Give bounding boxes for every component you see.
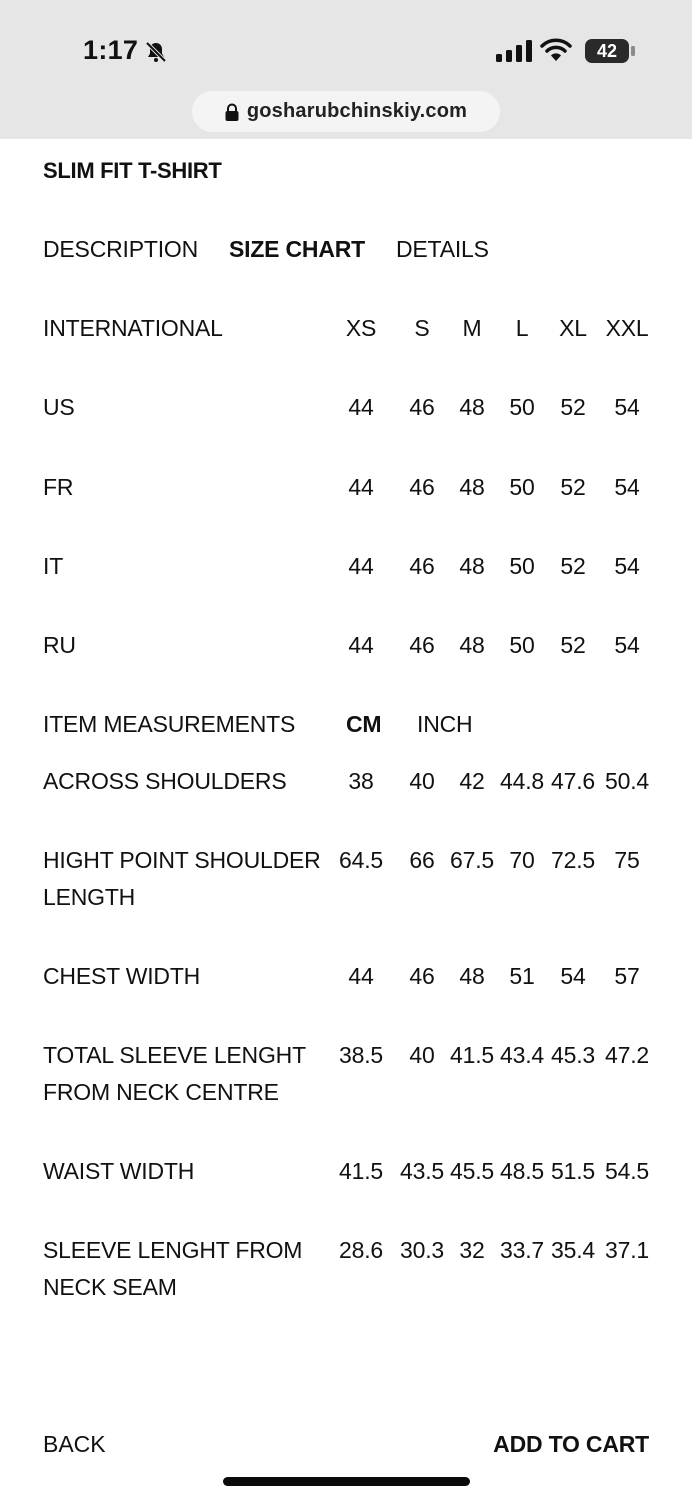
product-title: SLIM FIT T-SHIRT [43, 158, 222, 183]
size-value-cell: 40 [409, 768, 435, 794]
size-value-cell: 50.4 [605, 768, 649, 794]
bell-muted-icon [144, 40, 168, 64]
bottom-action-bar [0, 1425, 692, 1469]
size-value-cell: 51.5 [551, 1158, 595, 1184]
size-value-cell: 75 [614, 847, 640, 873]
wifi-icon [540, 38, 572, 62]
status-bar [0, 0, 692, 139]
size-value-cell: XXL [605, 315, 649, 341]
battery-indicator [584, 38, 636, 64]
size-value-cell: 33.7 [500, 1237, 544, 1263]
home-indicator [223, 1477, 470, 1486]
size-value-cell: 48.5 [500, 1158, 544, 1184]
size-value-cell: M [462, 315, 482, 341]
size-value-cell: 67.5 [450, 847, 494, 873]
size-value-cell: 28.6 [339, 1237, 383, 1263]
size-value-cell: 50 [509, 474, 535, 500]
row-label: FR [43, 474, 74, 500]
row-label: INTERNATIONAL [43, 315, 223, 341]
size-value-cell: 54.5 [605, 1158, 649, 1184]
add-to-cart-button[interactable]: ADD TO CART [493, 1431, 649, 1457]
tab-details[interactable]: DETAILS [396, 236, 489, 262]
size-value-cell: 43.4 [500, 1042, 544, 1068]
row-label: WAIST WIDTH [43, 1158, 195, 1184]
tab-description[interactable]: DESCRIPTION [43, 236, 198, 262]
size-value-cell: 42 [459, 768, 485, 794]
battery-level: 42 [596, 41, 618, 61]
unit-toggle-inch[interactable]: INCH [417, 711, 473, 737]
size-value-cell: 37.1 [605, 1237, 649, 1263]
size-value-cell: 48 [459, 963, 485, 989]
unit-toggle-cm[interactable]: CM [346, 711, 382, 737]
size-value-cell: 64.5 [339, 847, 383, 873]
size-value-cell: 40 [409, 1042, 435, 1068]
size-value-cell: 54 [560, 963, 586, 989]
size-value-cell: 46 [409, 394, 435, 420]
lock-icon [225, 103, 239, 121]
address-bar[interactable] [192, 91, 500, 132]
row-label: NECK SEAM [43, 1274, 177, 1300]
size-value-cell: XS [345, 315, 377, 341]
size-value-cell: 44 [348, 553, 374, 579]
size-value-cell: 48 [459, 632, 485, 658]
size-value-cell: 52 [560, 474, 586, 500]
product-tabs [43, 236, 520, 263]
size-value-cell: 46 [409, 474, 435, 500]
size-value-cell: 46 [409, 553, 435, 579]
cellular-signal-icon [496, 40, 532, 62]
size-value-cell: 46 [409, 963, 435, 989]
size-value-cell: 45.5 [450, 1158, 494, 1184]
status-time: 1:17 [83, 35, 139, 65]
size-value-cell: 44 [348, 474, 374, 500]
size-value-cell: 48 [459, 553, 485, 579]
url-text: gosharubchinskiy.com [246, 100, 468, 122]
size-value-cell: XL [559, 315, 587, 341]
size-value-cell: 44 [348, 394, 374, 420]
row-label: FROM NECK CENTRE [43, 1079, 279, 1105]
size-value-cell: 50 [509, 632, 535, 658]
row-label: SLEEVE LENGHT FROM [43, 1237, 303, 1263]
row-label: RU [43, 632, 76, 658]
size-value-cell: 72.5 [551, 847, 595, 873]
row-label: LENGTH [43, 884, 136, 910]
row-label: ACROSS SHOULDERS [43, 768, 287, 794]
size-value-cell: S [414, 315, 430, 341]
size-value-cell: 54 [614, 474, 640, 500]
size-value-cell: 32 [459, 1237, 485, 1263]
size-value-cell: 46 [409, 632, 435, 658]
size-value-cell: 52 [560, 394, 586, 420]
size-value-cell: 35.4 [551, 1237, 595, 1263]
row-label: IT [43, 553, 64, 579]
size-value-cell: 50 [509, 553, 535, 579]
size-value-cell: 54 [614, 553, 640, 579]
size-value-cell: 30.3 [400, 1237, 444, 1263]
size-value-cell: L [515, 315, 529, 341]
size-value-cell: 47.2 [605, 1042, 649, 1068]
size-value-cell: 43.5 [400, 1158, 444, 1184]
size-value-cell: 44 [348, 632, 374, 658]
size-value-cell: 54 [614, 632, 640, 658]
size-value-cell: 51 [509, 963, 535, 989]
back-button[interactable]: BACK [43, 1431, 106, 1457]
size-value-cell: 45.3 [551, 1042, 595, 1068]
size-value-cell: 38.5 [339, 1042, 383, 1068]
row-label: HIGHT POINT SHOULDER [43, 847, 321, 873]
size-value-cell: 48 [459, 394, 485, 420]
size-value-cell: 48 [459, 474, 485, 500]
size-value-cell: 41.5 [339, 1158, 383, 1184]
size-value-cell: 44.8 [500, 768, 544, 794]
size-value-cell: 38 [348, 768, 374, 794]
size-value-cell: 57 [614, 963, 640, 989]
row-label: US [43, 394, 75, 420]
size-value-cell: 54 [614, 394, 640, 420]
row-label: CHEST WIDTH [43, 963, 201, 989]
row-label: ITEM MEASUREMENTS [43, 711, 296, 737]
size-value-cell: 70 [509, 847, 535, 873]
size-value-cell: 44 [348, 963, 374, 989]
size-value-cell: 66 [409, 847, 435, 873]
tab-size-chart[interactable]: SIZE CHART [228, 236, 365, 262]
row-label: TOTAL SLEEVE LENGHT [43, 1042, 306, 1068]
size-value-cell: 50 [509, 394, 535, 420]
size-value-cell: 52 [560, 632, 586, 658]
size-value-cell: 47.6 [551, 768, 595, 794]
size-value-cell: 52 [560, 553, 586, 579]
size-value-cell: 41.5 [450, 1042, 494, 1068]
